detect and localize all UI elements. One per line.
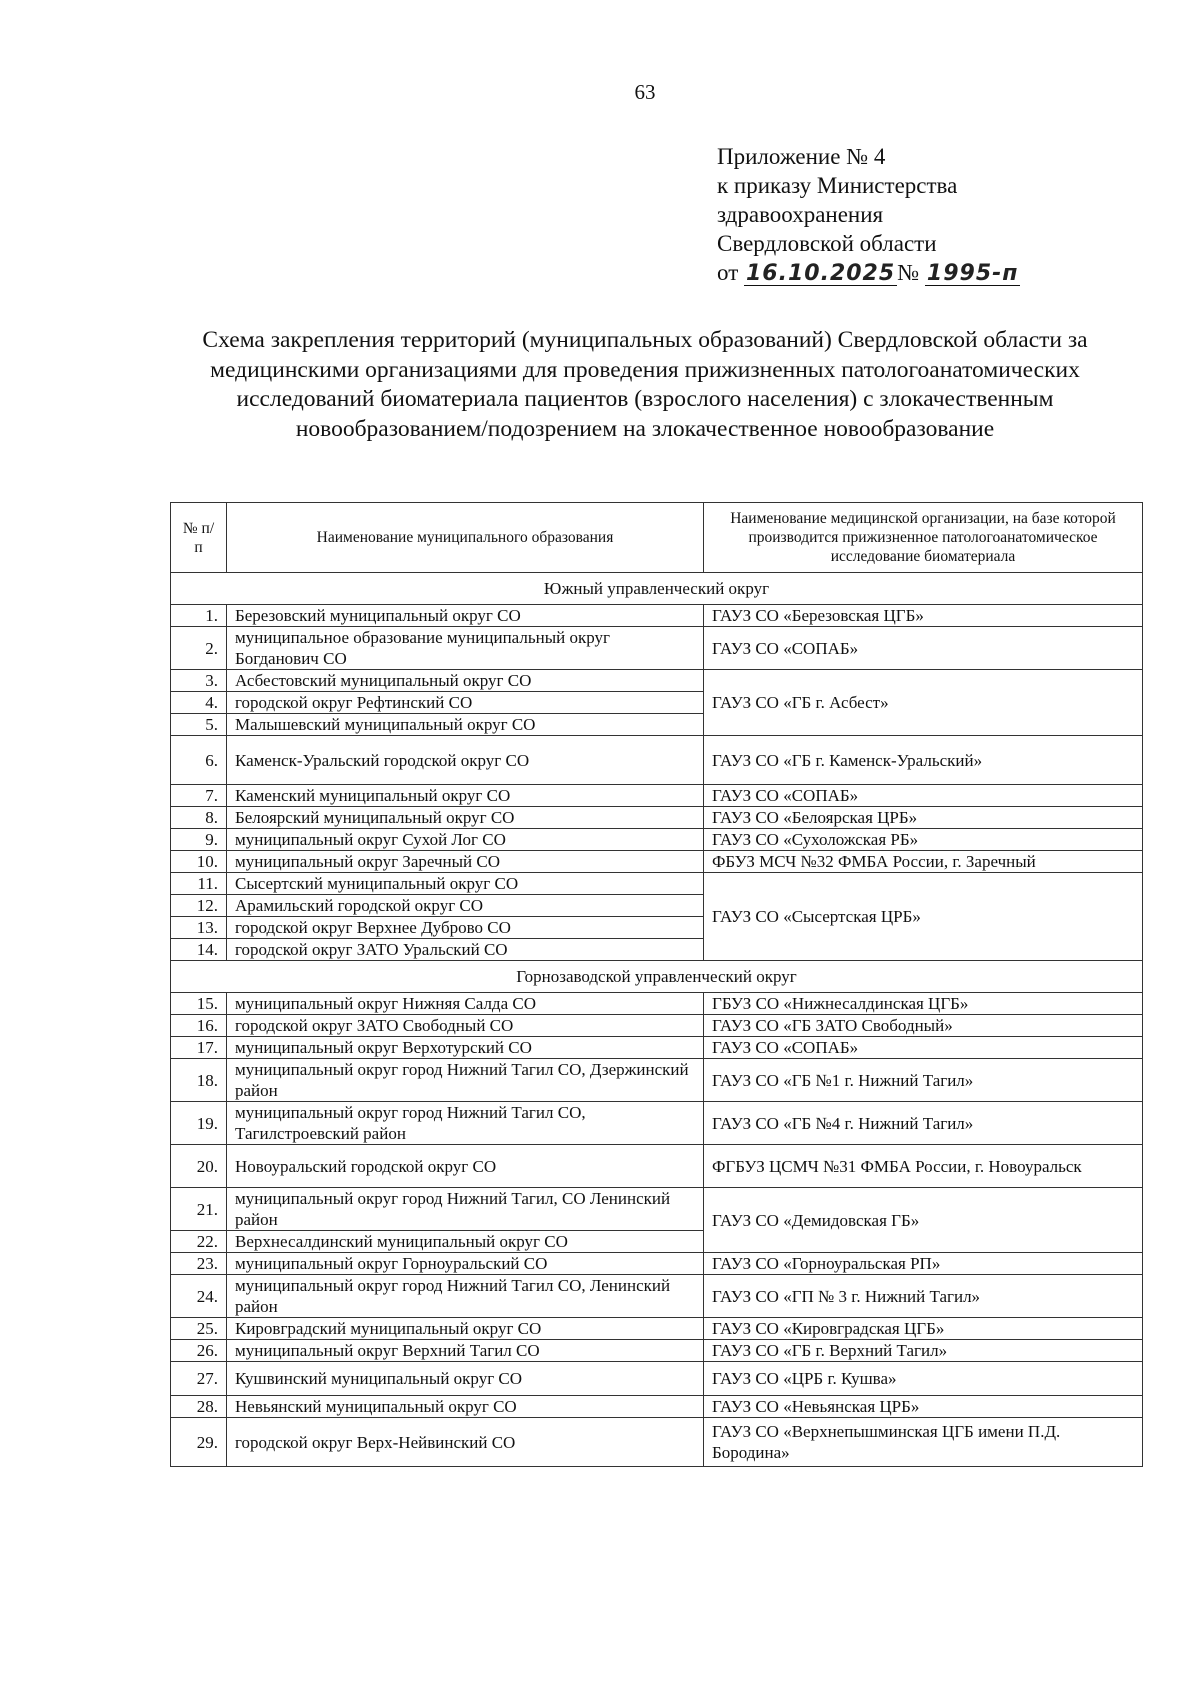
- table-row: [171, 873, 1143, 895]
- municipality-cell: муниципальный округ Сухой Лог СО: [227, 829, 704, 851]
- order-date-line: [717, 258, 1020, 287]
- section-row: [171, 573, 1143, 605]
- handwritten-order-number: 1995-п: [926, 261, 1019, 286]
- municipality-cell: Малышевский муниципальный округ СО: [227, 714, 704, 736]
- municipality-cell: муниципальный округ Нижняя Салда СО: [227, 993, 704, 1015]
- municipality-cell: Каменск-Уральский городской округ СО: [227, 736, 704, 785]
- table-row: [171, 1037, 1143, 1059]
- row-number: 14.: [171, 939, 227, 961]
- row-number: 21.: [171, 1188, 227, 1231]
- appendix-line: к приказу Министерства: [717, 173, 958, 198]
- organization-cell: ГАУЗ СО «Сысертская ЦРБ»: [704, 873, 1143, 961]
- header-num: № п/п: [171, 503, 227, 573]
- row-number: 9.: [171, 829, 227, 851]
- municipality-cell: муниципальный округ Верхний Тагил СО: [227, 1340, 704, 1362]
- municipality-cell: Кировградский муниципальный округ СО: [227, 1318, 704, 1340]
- row-number: 12.: [171, 895, 227, 917]
- organization-cell: ГАУЗ СО «СОПАБ»: [704, 785, 1143, 807]
- organization-cell: ГАУЗ СО «Сухоложская РБ»: [704, 829, 1143, 851]
- municipality-cell: муниципальный округ Заречный СО: [227, 851, 704, 873]
- municipality-cell: муниципальное образование муниципальный округ Богданович СО: [227, 627, 704, 670]
- row-number: 27.: [171, 1362, 227, 1396]
- row-number: 29.: [171, 1418, 227, 1467]
- municipality-cell: Верхнесалдинский муниципальный округ СО: [227, 1231, 704, 1253]
- table-row: [171, 1145, 1143, 1188]
- row-number: 18.: [171, 1059, 227, 1102]
- table-row: [171, 1396, 1143, 1418]
- municipality-cell: Сысертский муниципальный округ СО: [227, 873, 704, 895]
- organization-cell: ГАУЗ СО «СОПАБ»: [704, 627, 1143, 670]
- municipality-cell: муниципальный округ город Нижний Тагил СО, Тагилстроевский район: [227, 1102, 704, 1145]
- municipality-cell: городской округ Верх-Нейвинский СО: [227, 1418, 704, 1467]
- appendix-line: Свердловской области: [717, 231, 937, 256]
- table-row: [171, 1318, 1143, 1340]
- header-municipality: Наименование муниципального образования: [227, 503, 704, 573]
- municipality-cell: Каменский муниципальный округ СО: [227, 785, 704, 807]
- table-row: [171, 1015, 1143, 1037]
- table-row: [171, 1253, 1143, 1275]
- table-row: [171, 736, 1143, 785]
- document-title: Схема закрепления территорий (муниципальных образований) Свердловской области за медицинскими организациями для проведения прижизненных патологоанатомических исследований биоматериала пациентов (взрослого населения) с злокачественным новообразованием/подозрением на злокачественное новообразование: [202, 327, 1088, 442]
- municipality-cell: Березовский муниципальный округ СО: [227, 605, 704, 627]
- table-row: [171, 829, 1143, 851]
- row-number: 15.: [171, 993, 227, 1015]
- row-number: 13.: [171, 917, 227, 939]
- row-number: 17.: [171, 1037, 227, 1059]
- organization-cell: ГАУЗ СО «Горноуральская РП»: [704, 1253, 1143, 1275]
- organization-cell: ГАУЗ СО «ГБ ЗАТО Свободный»: [704, 1015, 1143, 1037]
- organization-cell: ГАУЗ СО «Демидовская ГБ»: [704, 1188, 1143, 1253]
- row-number: 23.: [171, 1253, 227, 1275]
- row-number: 11.: [171, 873, 227, 895]
- table-row: [171, 1059, 1143, 1102]
- municipality-cell: муниципальный округ Верхотурский СО: [227, 1037, 704, 1059]
- table-row: [171, 993, 1143, 1015]
- row-number: 2.: [171, 627, 227, 670]
- organization-cell: ГАУЗ СО «СОПАБ»: [704, 1037, 1143, 1059]
- page-number: 63: [634, 80, 656, 104]
- municipality-cell: Асбестовский муниципальный округ СО: [227, 670, 704, 692]
- table-row: [171, 1188, 1143, 1231]
- appendix-line: Приложение № 4: [717, 144, 886, 169]
- municipality-cell: Невьянский муниципальный округ СО: [227, 1396, 704, 1418]
- table-header-row: [171, 503, 1143, 573]
- organization-cell: ГАУЗ СО «ГБ №4 г. Нижний Тагил»: [704, 1102, 1143, 1145]
- table-row: [171, 1102, 1143, 1145]
- municipality-cell: Белоярский муниципальный округ СО: [227, 807, 704, 829]
- row-number: 28.: [171, 1396, 227, 1418]
- handwritten-date: 16.10.2025: [746, 261, 896, 286]
- municipality-cell: муниципальный округ город Нижний Тагил СО, Дзержинский район: [227, 1059, 704, 1102]
- date-prefix: от: [717, 260, 739, 285]
- assignment-table: [170, 502, 1143, 1467]
- organization-cell: ГАУЗ СО «ГБ №1 г. Нижний Тагил»: [704, 1059, 1143, 1102]
- row-number: 20.: [171, 1145, 227, 1188]
- municipality-cell: муниципальный округ город Нижний Тагил, СО Ленинский район: [227, 1188, 704, 1231]
- row-number: 7.: [171, 785, 227, 807]
- organization-cell: ГАУЗ СО «Кировградская ЦГБ»: [704, 1318, 1143, 1340]
- organization-cell: ГАУЗ СО «ЦРБ г. Кушва»: [704, 1362, 1143, 1396]
- header-organization: Наименование медицинской организации, на базе которой производится прижизненное патологоанатомическое исследование биоматериала: [704, 503, 1143, 573]
- table-row: [171, 1418, 1143, 1467]
- organization-cell: ГАУЗ СО «Березовская ЦГБ»: [704, 605, 1143, 627]
- section-mining: Горнозаводской управленческий округ: [171, 961, 1143, 993]
- organization-cell: ГАУЗ СО «ГП № 3 г. Нижний Тагил»: [704, 1275, 1143, 1318]
- municipality-cell: муниципальный округ Горноуральский СО: [227, 1253, 704, 1275]
- organization-cell: ГАУЗ СО «ГБ г. Каменск-Уральский»: [704, 736, 1143, 785]
- municipality-cell: Новоуральский городской округ СО: [227, 1145, 704, 1188]
- organization-cell: ФГБУЗ ЦСМЧ №31 ФМБА России, г. Новоуральск: [704, 1145, 1143, 1188]
- organization-cell: ГБУЗ СО «Нижнесалдинская ЦГБ»: [704, 993, 1143, 1015]
- row-number: 5.: [171, 714, 227, 736]
- number-prefix: №: [897, 260, 920, 285]
- row-number: 26.: [171, 1340, 227, 1362]
- row-number: 24.: [171, 1275, 227, 1318]
- row-number: 10.: [171, 851, 227, 873]
- organization-cell: ГАУЗ СО «ГБ г. Асбест»: [704, 670, 1143, 736]
- row-number: 1.: [171, 605, 227, 627]
- municipality-cell: муниципальный округ город Нижний Тагил СО, Ленинский район: [227, 1275, 704, 1318]
- table-row: [171, 670, 1143, 692]
- municipality-cell: городской округ Верхнее Дуброво СО: [227, 917, 704, 939]
- organization-cell: ГАУЗ СО «ГБ г. Верхний Тагил»: [704, 1340, 1143, 1362]
- organization-cell: ГАУЗ СО «Невьянская ЦРБ»: [704, 1396, 1143, 1418]
- appendix-line: здравоохранения: [717, 202, 884, 227]
- municipality-cell: городской округ Рефтинский СО: [227, 692, 704, 714]
- row-number: 6.: [171, 736, 227, 785]
- table-row: [171, 785, 1143, 807]
- section-row: [171, 961, 1143, 993]
- organization-cell: ФБУЗ МСЧ №32 ФМБА России, г. Заречный: [704, 851, 1143, 873]
- table-row: [171, 627, 1143, 670]
- organization-cell: ГАУЗ СО «Верхнепышминская ЦГБ имени П.Д. Бородина»: [704, 1418, 1143, 1467]
- table-row: [171, 807, 1143, 829]
- row-number: 4.: [171, 692, 227, 714]
- row-number: 8.: [171, 807, 227, 829]
- table-row: [171, 1275, 1143, 1318]
- row-number: 25.: [171, 1318, 227, 1340]
- municipality-cell: городской округ ЗАТО Свободный СО: [227, 1015, 704, 1037]
- row-number: 22.: [171, 1231, 227, 1253]
- municipality-cell: городской округ ЗАТО Уральский СО: [227, 939, 704, 961]
- row-number: 19.: [171, 1102, 227, 1145]
- row-number: 3.: [171, 670, 227, 692]
- appendix-block: [717, 142, 1020, 287]
- table-row: [171, 605, 1143, 627]
- municipality-cell: Кушвинский муниципальный округ СО: [227, 1362, 704, 1396]
- table-row: [171, 1340, 1143, 1362]
- municipality-cell: Арамильский городской округ СО: [227, 895, 704, 917]
- row-number: 16.: [171, 1015, 227, 1037]
- organization-cell: ГАУЗ СО «Белоярская ЦРБ»: [704, 807, 1143, 829]
- table-row: [171, 851, 1143, 873]
- section-south: Южный управленческий округ: [171, 573, 1143, 605]
- table-row: [171, 1362, 1143, 1396]
